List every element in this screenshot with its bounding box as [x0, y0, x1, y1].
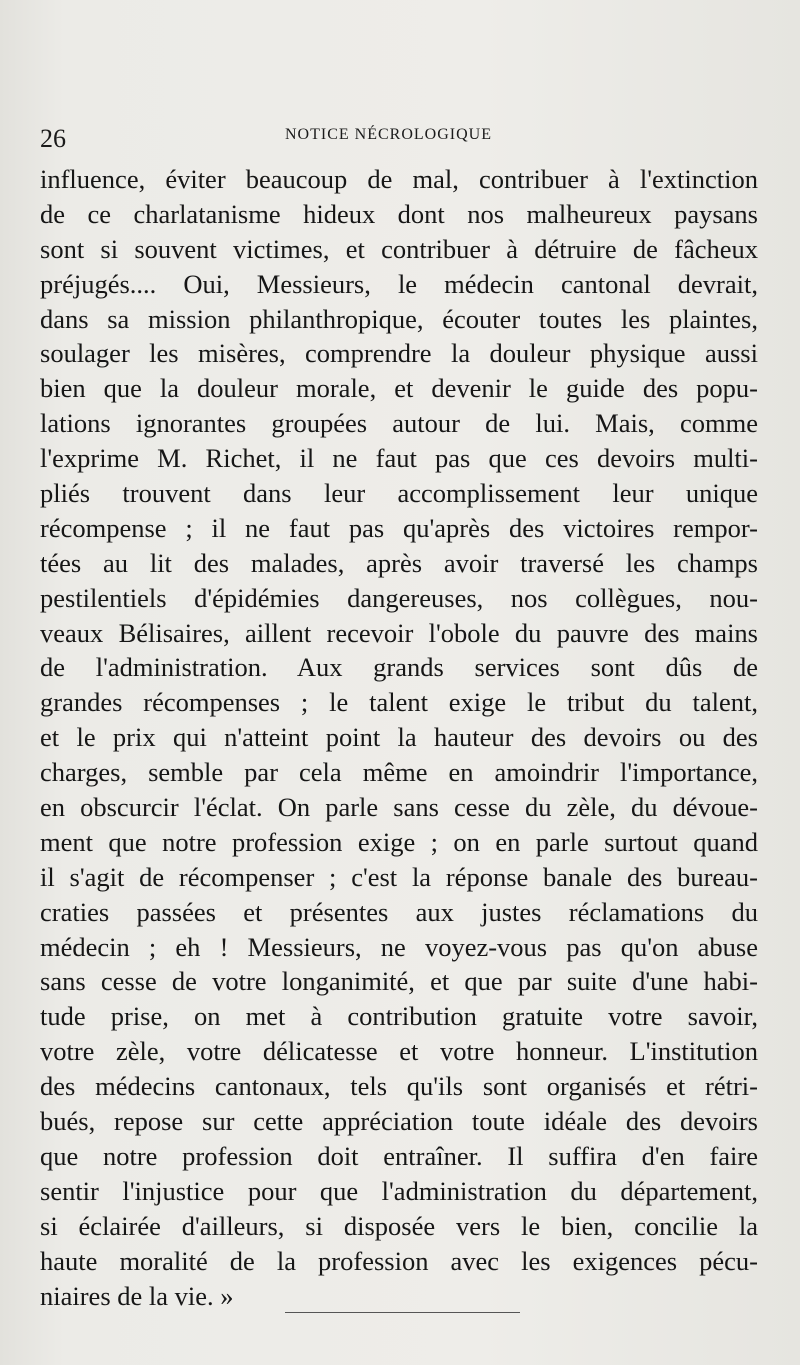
body-text: [40, 162, 758, 1313]
page-number: 26: [40, 124, 66, 153]
text-line: médecin ; eh ! Messieurs, ne voyez-vous pas qu'on abuse: [40, 931, 758, 962]
page-header: [40, 118, 760, 152]
text-line: soulager les misères, comprendre la douleur physique aussi: [40, 338, 758, 369]
text-line: sans cesse de votre longanimité, et que par suite d'une habi-: [40, 966, 758, 997]
text-line: des médecins cantonaux, tels qu'ils sont organisés et rétri-: [40, 1071, 758, 1102]
text-line: pestilentiels d'épidémies dangereuses, nos collègues, nou-: [40, 582, 758, 613]
text-line: craties passées et présentes aux justes réclamations du: [40, 896, 758, 927]
text-line: grandes récompenses ; le talent exige le tribut du talent,: [40, 687, 758, 718]
text-line: ment que notre profession exige ; on en parle surtout quand: [40, 826, 758, 857]
text-line: sentir l'injustice pour que l'administration du département,: [40, 1175, 758, 1206]
text-line: votre zèle, votre délicatesse et votre honneur. L'institution: [40, 1036, 758, 1067]
text-line: il s'agit de récompenser ; c'est la réponse banale des bureau-: [40, 861, 758, 892]
text-line: influence, éviter beaucoup de mal, contribuer à l'extinction: [40, 164, 758, 194]
text-line: tées au lit des malades, après avoir traversé les champs: [40, 547, 758, 578]
text-line: dans sa mission philanthropique, écouter toutes les plaintes,: [40, 303, 758, 334]
text-line: de l'administration. Aux grands services sont dûs de: [40, 652, 758, 683]
text-line: veaux Bélisaires, aillent recevoir l'obole du pauvre des mains: [40, 617, 758, 648]
running-head: NOTICE NÉCROLOGIQUE: [285, 126, 492, 143]
end-of-text-rule: [285, 1312, 520, 1313]
text-line: si éclairée d'ailleurs, si disposée vers le bien, concilie la: [40, 1210, 758, 1241]
text-line: récompense ; il ne faut pas qu'après des victoires rempor-: [40, 512, 758, 543]
text-line: bien que la douleur morale, et devenir le guide des popu-: [40, 373, 758, 404]
text-line: de ce charlatanisme hideux dont nos malheureux paysans: [40, 198, 758, 229]
text-line: pliés trouvent dans leur accomplissement leur unique: [40, 478, 758, 509]
text-line: l'exprime M. Richet, il ne faut pas que ces devoirs multi-: [40, 443, 758, 474]
text-line: charges, semble par cela même en amoindrir l'importance,: [40, 757, 758, 788]
text-line: lations ignorantes groupées autour de lui. Mais, comme: [40, 408, 758, 439]
text-line: haute moralité de la profession avec les exigences pécu-: [40, 1245, 758, 1276]
text-line: bués, repose sur cette appréciation toute idéale des devoirs: [40, 1106, 758, 1137]
text-line: préjugés.... Oui, Messieurs, le médecin cantonal devrait,: [40, 268, 758, 299]
text-line: tude prise, on met à contribution gratuite votre savoir,: [40, 1001, 758, 1032]
text-line: en obscurcir l'éclat. On parle sans cesse du zèle, du dévoue-: [40, 792, 758, 823]
text-line-last: niaires de la vie. »: [40, 1280, 234, 1311]
text-line: et le prix qui n'atteint point la hauteur des devoirs ou des: [40, 722, 758, 753]
text-line: sont si souvent victimes, et contribuer à détruire de fâcheux: [40, 233, 758, 264]
text-line: que notre profession doit entraîner. Il suffira d'en faire: [40, 1140, 758, 1171]
